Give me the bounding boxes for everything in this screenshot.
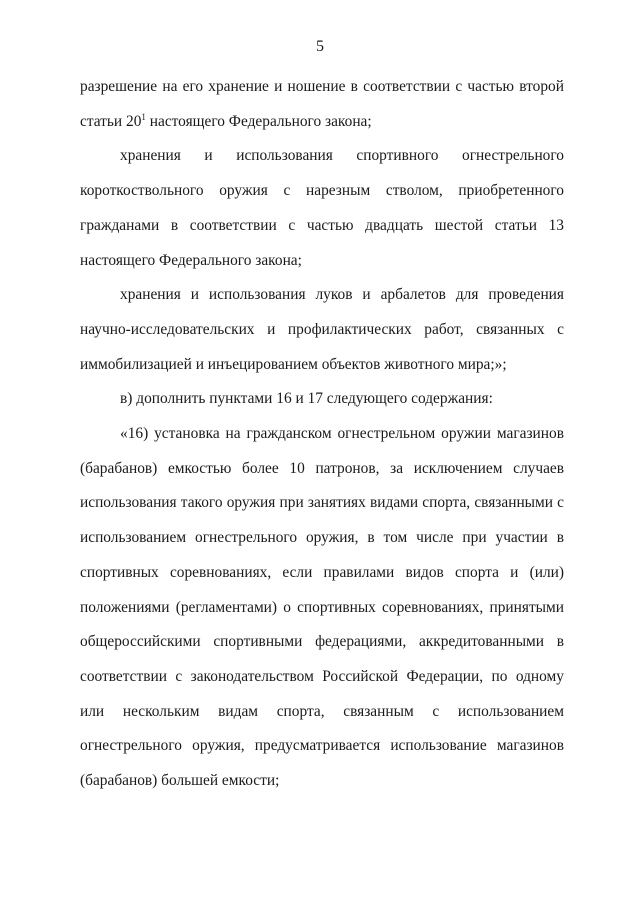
- paragraph-1: [80, 70, 564, 139]
- paragraph-3: хранения и использования луков и арбалетов для проведения научно-исследовательских и профилактических работ, связанных с иммобилизацией и инъецированием объектов животного мира;»;: [80, 286, 564, 373]
- paragraph-5: «16) установка на гражданском огнестрельном оружии магазинов (барабанов) емкостью более 10 патронов, за исключением случаев использования такого оружия при занятиях видами спорта, связанными с использованием огнестрельного оружия, в том числе при участии в спортивных соревнованиях, если правилами видов спорта и (или) положениями (регламентами) о спортивных соревнованиях, принятыми общероссийскими спортивными федерациями, аккредитованными в соответствии с законодательством Российской Федерации, по одному или нескольким видам спорта, связанным с использованием огнестрельного оружия, предусматривается использование магазинов (барабанов) большей емкости;: [80, 425, 564, 790]
- paragraph-1-text: разрешение на его хранение и ношение в соответствии с частью второй статьи 20: [80, 78, 564, 130]
- paragraph-1-text-end: настоящего Федерального закона;: [145, 112, 372, 130]
- page-number: 5: [316, 38, 324, 55]
- paragraph-4: в) дополнить пунктами 16 и 17 следующего содержания:: [120, 390, 493, 408]
- document-body: [80, 70, 564, 799]
- superscript: 1: [141, 111, 146, 122]
- paragraph-2: хранения и использования спортивного огнестрельного короткоствольного оружия с нарезным стволом, приобретенного гражданами в соответствии с частью двадцать шестой статьи 13 настоящего Федерального закона;: [80, 147, 564, 269]
